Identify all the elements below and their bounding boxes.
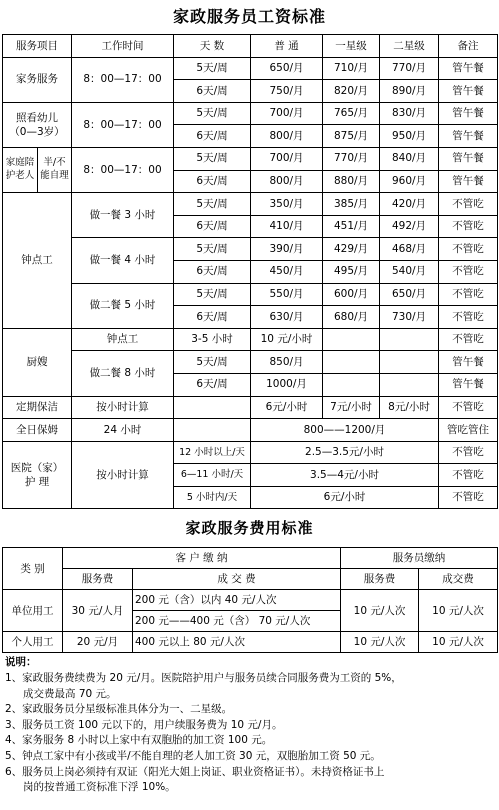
staff-deal-fee: 10 元/人次 <box>419 632 498 653</box>
category-label: 单位用工 <box>3 590 63 632</box>
wage-range: 2.5—3.5元/小时 <box>251 441 439 464</box>
star2-wage: 840/月 <box>380 147 439 170</box>
work-time: 8：00—17：00 <box>72 57 174 102</box>
days-cell: 3-5 小时 <box>174 328 251 351</box>
remark: 不管吃 <box>439 464 498 487</box>
days-cell: 5天/周 <box>174 102 251 125</box>
service-item-label: 照看幼儿 （0—3岁） <box>3 102 72 147</box>
star1-wage: 765/月 <box>323 102 380 125</box>
notes-title: 说明： <box>5 656 37 669</box>
remark: 不管吃 <box>439 193 498 216</box>
note-item <box>5 718 494 734</box>
column-header: 成 交 费 <box>133 569 341 590</box>
days-cell: 5天/周 <box>174 147 251 170</box>
normal-wage: 650/月 <box>251 57 323 80</box>
normal-wage: 750/月 <box>251 80 323 103</box>
table-row <box>3 441 498 464</box>
remark: 不管吃 <box>439 215 498 238</box>
remark: 不管吃 <box>439 306 498 329</box>
days-cell <box>174 419 251 442</box>
remark: 管吃管住 <box>439 419 498 442</box>
work-time: 8：00—17：00 <box>72 102 174 147</box>
star2-wage: 650/月 <box>380 283 439 306</box>
note-text: 2、家政服务员分星级标准具体分为一、二星级。 <box>5 703 233 716</box>
star2-wage: 8元/小时 <box>380 396 439 419</box>
normal-wage: 800/月 <box>251 170 323 193</box>
column-header: 成交费 <box>419 569 498 590</box>
days-cell: 6天/周 <box>174 215 251 238</box>
days-cell: 12 小时以上/天 <box>174 441 251 464</box>
table-row <box>3 283 498 306</box>
table-row <box>3 102 498 125</box>
wage-range: 800——1200/月 <box>251 419 439 442</box>
remark: 不管吃 <box>439 238 498 261</box>
remark: 不管吃 <box>439 396 498 419</box>
normal-wage: 550/月 <box>251 283 323 306</box>
normal-wage: 390/月 <box>251 238 323 261</box>
column-header: 二星级 <box>380 35 439 58</box>
work-time: 做一餐 3 小时 <box>72 193 174 238</box>
deal-fee: 200 元（含）以内 40 元/人次 <box>133 590 341 611</box>
wage-range: 3.5—4元/小时 <box>251 464 439 487</box>
star1-wage: 710/月 <box>323 57 380 80</box>
table-row <box>3 57 498 80</box>
normal-wage: 350/月 <box>251 193 323 216</box>
star2-wage <box>380 351 439 374</box>
deal-fee: 200 元——400 元（含） 70 元/人次 <box>133 611 341 632</box>
wage-standard-table <box>2 34 498 509</box>
note-item <box>5 749 494 765</box>
table-row <box>3 328 498 351</box>
star1-wage: 429/月 <box>323 238 380 261</box>
staff-pay-header: 服务员缴纳 <box>341 548 498 569</box>
category-header: 类 别 <box>3 548 63 590</box>
star1-wage <box>323 351 380 374</box>
star2-wage: 960/月 <box>380 170 439 193</box>
service-item-label: 钟点工 <box>3 193 72 329</box>
notes-section <box>2 653 497 795</box>
star2-wage: 950/月 <box>380 125 439 148</box>
work-time: 按小时计算 <box>72 396 174 419</box>
normal-wage: 800/月 <box>251 125 323 148</box>
fee-table-title: 家政服务费用标准 <box>185 519 314 538</box>
service-item-label: 医院（家） 护 理 <box>3 441 72 509</box>
star1-wage: 7元/小时 <box>323 396 380 419</box>
service-fee: 30 元/人月 <box>63 590 133 632</box>
star1-wage: 451/月 <box>323 215 380 238</box>
star2-wage: 730/月 <box>380 306 439 329</box>
service-item-label: 家务服务 <box>3 57 72 102</box>
work-time: 按小时计算 <box>72 441 174 509</box>
note-item <box>5 765 494 796</box>
staff-deal-fee: 10 元/人次 <box>419 590 498 632</box>
remark: 不管吃 <box>439 486 498 509</box>
remark: 不管吃 <box>439 260 498 283</box>
days-cell <box>174 396 251 419</box>
deal-fee: 400 元以上 80 元/人次 <box>133 632 341 653</box>
column-header: 服务费 <box>341 569 419 590</box>
normal-wage: 450/月 <box>251 260 323 283</box>
star1-wage: 600/月 <box>323 283 380 306</box>
normal-wage: 10 元/小时 <box>251 328 323 351</box>
service-item-label: 定期保洁 <box>3 396 72 419</box>
days-cell: 6天/周 <box>174 373 251 396</box>
work-time: 24 小时 <box>72 419 174 442</box>
star2-wage: 492/月 <box>380 215 439 238</box>
star1-wage: 495/月 <box>323 260 380 283</box>
column-header: 一星级 <box>323 35 380 58</box>
star1-wage: 820/月 <box>323 80 380 103</box>
service-fee: 20 元/月 <box>63 632 133 653</box>
star1-wage: 770/月 <box>323 147 380 170</box>
days-cell: 5天/周 <box>174 238 251 261</box>
note-text: 1、家政服务费续费为 20 元/月。医院陪护用户与服务员续合同服务费为工资的 5%， <box>5 672 402 685</box>
normal-wage: 1000/月 <box>251 373 323 396</box>
wage-range: 6元/小时 <box>251 486 439 509</box>
note-text: 5、钟点工家中有小孩或半/不能自理的老人加工资 30 元，双胞胎加工资 50 元。 <box>5 750 381 763</box>
staff-service-fee: 10 元/人次 <box>341 632 419 653</box>
note-continuation: 成交费最高 70 元。 <box>23 687 117 700</box>
column-header: 备注 <box>439 35 498 58</box>
column-header: 服务项目 <box>3 35 72 58</box>
work-time: 做一餐 4 小时 <box>72 238 174 283</box>
note-item <box>5 671 494 702</box>
staff-service-fee: 10 元/人次 <box>341 590 419 632</box>
table-row <box>3 590 498 611</box>
star2-wage: 468/月 <box>380 238 439 261</box>
star2-wage: 770/月 <box>380 57 439 80</box>
remark: 不管吃 <box>439 328 498 351</box>
days-cell: 6天/周 <box>174 170 251 193</box>
work-time: 钟点工 <box>72 328 174 351</box>
service-fee-table <box>2 547 498 653</box>
column-header: 天 数 <box>174 35 251 58</box>
remark: 管午餐 <box>439 373 498 396</box>
days-cell: 6天/周 <box>174 80 251 103</box>
table-row <box>3 238 498 261</box>
table-header-row <box>3 35 498 58</box>
normal-wage: 700/月 <box>251 102 323 125</box>
wage-table-title: 家政服务员工资标准 <box>172 7 326 26</box>
days-cell: 5天/周 <box>174 351 251 374</box>
remark: 管午餐 <box>439 351 498 374</box>
star1-wage: 880/月 <box>323 170 380 193</box>
service-sub-label: 半/不 能自理 <box>38 147 72 192</box>
days-cell: 5 小时内/天 <box>174 486 251 509</box>
note-continuation: 岗的按普通工资标准下浮 10%。 <box>23 781 176 794</box>
normal-wage: 850/月 <box>251 351 323 374</box>
work-time: 做二餐 8 小时 <box>72 351 174 396</box>
note-item <box>5 702 494 718</box>
days-cell: 6天/周 <box>174 306 251 329</box>
days-cell: 5天/周 <box>174 283 251 306</box>
days-cell: 5天/周 <box>174 57 251 80</box>
star1-wage <box>323 373 380 396</box>
table-row <box>3 396 498 419</box>
normal-wage: 410/月 <box>251 215 323 238</box>
remark: 不管吃 <box>439 283 498 306</box>
star2-wage: 890/月 <box>380 80 439 103</box>
table-header-row <box>3 569 498 590</box>
table-row <box>3 632 498 653</box>
days-cell: 6天/周 <box>174 125 251 148</box>
remark: 管午餐 <box>439 147 498 170</box>
service-item-label: 厨嫂 <box>3 328 72 396</box>
days-cell: 6天/周 <box>174 260 251 283</box>
star1-wage <box>323 328 380 351</box>
column-header: 工作时间 <box>72 35 174 58</box>
star2-wage: 830/月 <box>380 102 439 125</box>
remark: 管午餐 <box>439 102 498 125</box>
normal-wage: 6元/小时 <box>251 396 323 419</box>
table-row <box>3 351 498 374</box>
note-text: 6、服务员上岗必须持有双证（阳光大姐上岗证、职业资格证书）。未持资格证书上 <box>5 765 385 778</box>
remark: 管午餐 <box>439 125 498 148</box>
star1-wage: 385/月 <box>323 193 380 216</box>
days-cell: 6—11 小时/天 <box>174 464 251 487</box>
service-item-label: 家庭陪 护老人 <box>3 147 38 192</box>
column-header: 普 通 <box>251 35 323 58</box>
table-header-row <box>3 548 498 569</box>
star2-wage: 420/月 <box>380 193 439 216</box>
table-row <box>3 419 498 442</box>
table-row <box>3 193 498 216</box>
remark: 管午餐 <box>439 80 498 103</box>
star1-wage: 875/月 <box>323 125 380 148</box>
table-row <box>3 147 498 170</box>
customer-pay-header: 客 户 缴 纳 <box>63 548 341 569</box>
work-time: 8：00—17：00 <box>72 147 174 192</box>
normal-wage: 700/月 <box>251 147 323 170</box>
star2-wage <box>380 373 439 396</box>
column-header: 服务费 <box>63 569 133 590</box>
category-label: 个人用工 <box>3 632 63 653</box>
remark: 不管吃 <box>439 441 498 464</box>
star1-wage: 680/月 <box>323 306 380 329</box>
days-cell: 5天/周 <box>174 193 251 216</box>
normal-wage: 630/月 <box>251 306 323 329</box>
service-item-label: 全日保姆 <box>3 419 72 442</box>
note-text: 4、家务服务 8 小时以上家中有双胞胎的加工资 100 元。 <box>5 734 273 747</box>
note-item <box>5 733 494 749</box>
star2-wage: 540/月 <box>380 260 439 283</box>
note-text: 3、服务员工资 100 元以下的，用户续服务费为 10 元/月。 <box>5 718 283 731</box>
remark: 管午餐 <box>439 57 498 80</box>
work-time: 做二餐 5 小时 <box>72 283 174 328</box>
remark: 管午餐 <box>439 170 498 193</box>
star2-wage <box>380 328 439 351</box>
